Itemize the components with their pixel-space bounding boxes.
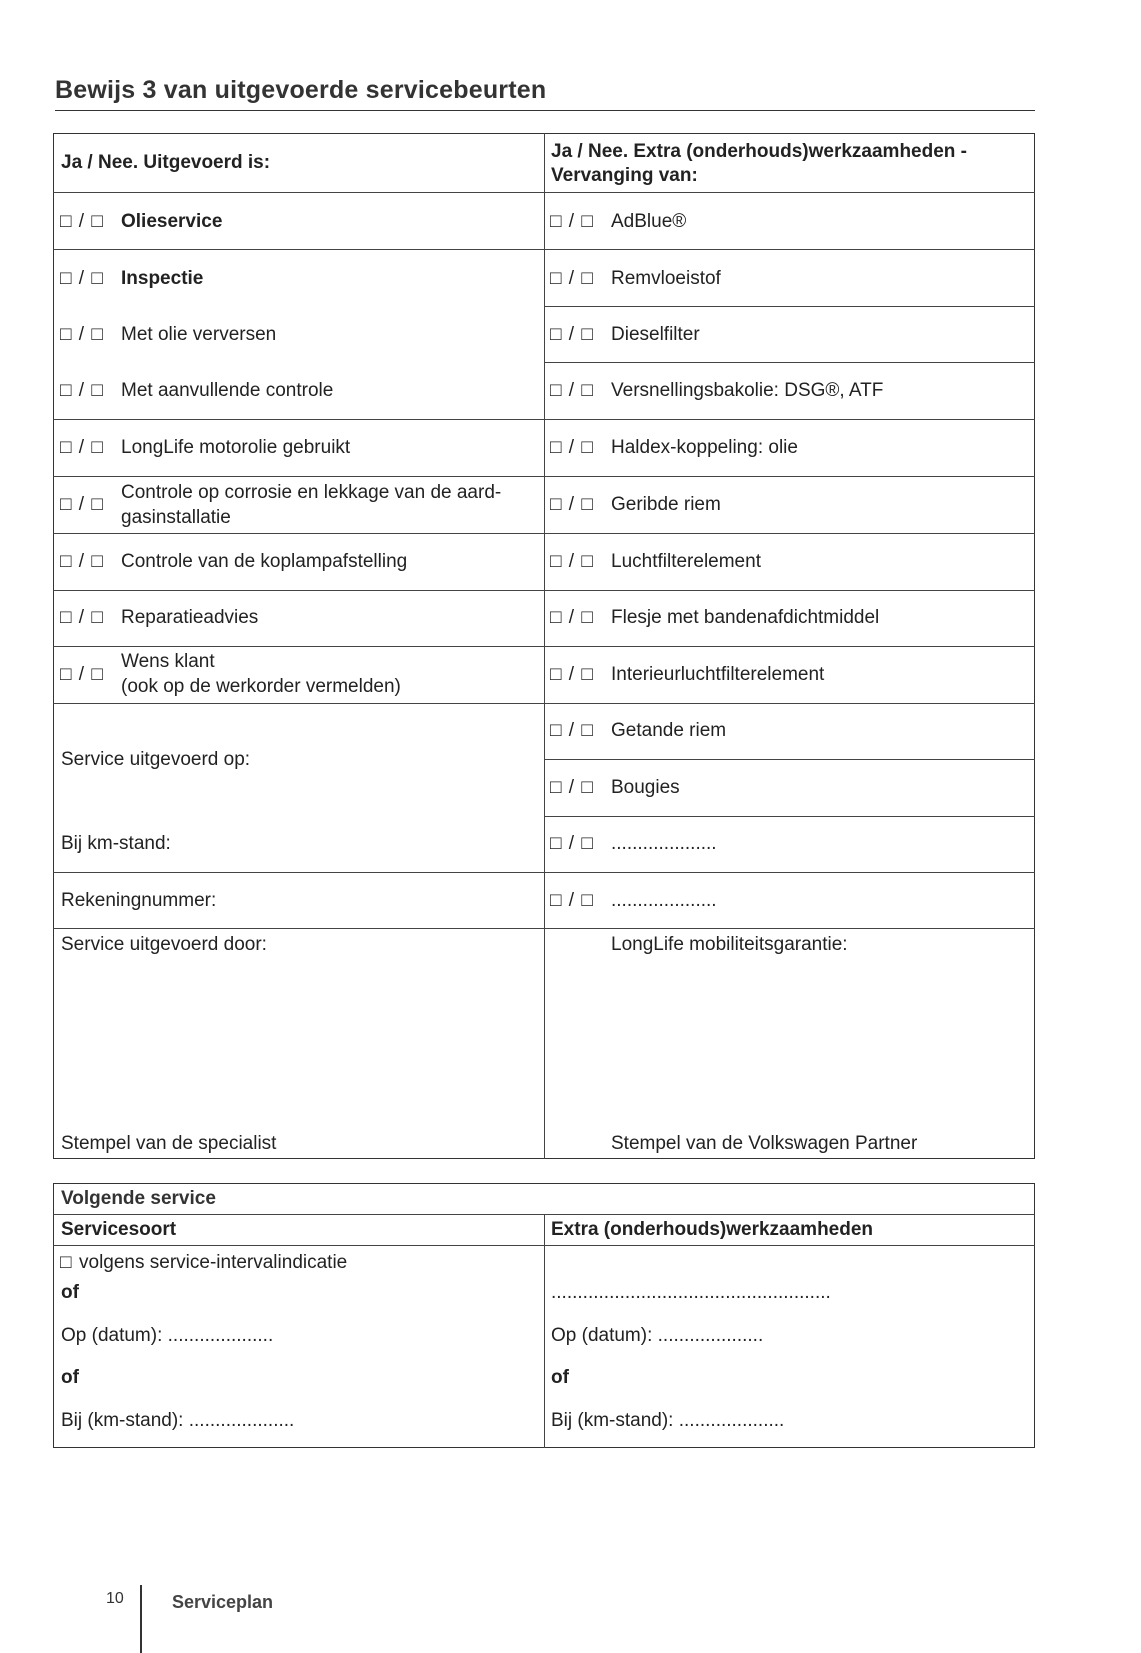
row-divider	[544, 419, 1035, 420]
performed-by-label: Service uitgevoerd door:	[61, 934, 267, 955]
checkbox-pair[interactable]: □ / □	[60, 324, 104, 345]
item-dieselfilter: Dieselfilter	[611, 324, 700, 345]
row-divider	[53, 703, 544, 704]
row-divider	[53, 646, 544, 647]
row-divider	[544, 533, 1035, 534]
row-divider	[53, 590, 544, 591]
row-divider	[53, 476, 544, 477]
account-number-label: Rekeningnummer:	[61, 890, 217, 911]
checkbox-pair[interactable]: □ / □	[550, 551, 594, 572]
row-divider	[544, 646, 1035, 647]
title-rule	[55, 110, 1035, 111]
row-divider	[544, 362, 1035, 363]
row-divider	[544, 872, 1035, 873]
checkbox-pair[interactable]: □ / □	[60, 607, 104, 628]
item-olieservice: Olieservice	[121, 211, 223, 232]
checkbox-pair[interactable]: □ / □	[550, 324, 594, 345]
item-longlife-motorolie: LongLife motorolie gebruikt	[121, 437, 351, 458]
item-aanvullende-controle: Met aanvullende controle	[121, 380, 334, 401]
checkbox-pair[interactable]: □ / □	[60, 211, 104, 232]
row-divider	[544, 928, 1035, 929]
next-service-title: Volgende service	[61, 1188, 216, 1209]
header-performed: Ja / Nee. Uitgevoerd is:	[61, 152, 271, 173]
next-date-field-right[interactable]: Op (datum): ....................	[551, 1325, 764, 1346]
stamp-partner-label: Stempel van de Volkswagen Partner	[611, 1133, 918, 1154]
checkbox-pair[interactable]: □ / □	[550, 890, 594, 911]
header-service-type: Servicesoort	[61, 1219, 177, 1240]
row-divider	[544, 249, 1035, 250]
checkbox-pair[interactable]: □ / □	[550, 380, 594, 401]
km-stand-label: Bij km-stand:	[61, 833, 171, 854]
row-divider	[53, 533, 544, 534]
checkbox-pair[interactable]: □ / □	[60, 437, 104, 458]
item-controle-corrosie-line1: Controle op corrosie en lekkage van de aard-	[121, 482, 502, 503]
header-extra-work: Extra (onderhouds)werkzaamheden	[551, 1219, 874, 1240]
or-label: of	[61, 1367, 79, 1388]
item-wens-klant-line1: Wens klant	[121, 651, 215, 672]
extra-work-field[interactable]: .....................................................	[551, 1282, 831, 1303]
page-number: 10	[106, 1590, 124, 1607]
page-title: Bewijs 3 van uitgevoerde servicebeurten	[55, 76, 547, 104]
item-versnellingsbakolie: Versnellingsbakolie: DSG®, ATF	[611, 380, 884, 401]
interval-indicator-label: volgens service-intervalindicatie	[79, 1252, 348, 1273]
item-wens-klant-line2: (ook op de werkorder vermelden)	[121, 676, 401, 697]
item-bougies: Bougies	[611, 777, 680, 798]
row-divider	[53, 192, 1035, 193]
checkbox-pair[interactable]: □ / □	[550, 268, 594, 289]
checkbox-pair[interactable]: □ / □	[60, 494, 104, 515]
checkbox-pair[interactable]: □ / □	[60, 664, 104, 685]
interval-checkbox[interactable]: □	[60, 1252, 73, 1273]
item-reparatieadvies: Reparatieadvies	[121, 607, 259, 628]
item-getande-riem: Getande riem	[611, 720, 727, 741]
mobility-guarantee-label: LongLife mobiliteitsgarantie:	[611, 934, 848, 955]
or-label: of	[61, 1282, 79, 1303]
next-km-field[interactable]: Bij (km-stand): ....................	[61, 1410, 295, 1431]
row-divider	[544, 816, 1035, 817]
next-date-field[interactable]: Op (datum): ....................	[61, 1325, 274, 1346]
section-label: Serviceplan	[172, 1592, 274, 1612]
row-divider	[53, 249, 544, 250]
checkbox-pair[interactable]: □ / □	[60, 268, 104, 289]
row-divider	[544, 476, 1035, 477]
or-label: of	[551, 1367, 569, 1388]
item-controle-corrosie-line2: gasinstallatie	[121, 507, 231, 528]
checkbox-pair[interactable]: □ / □	[550, 607, 594, 628]
item-luchtfilterelement: Luchtfilterelement	[611, 551, 761, 572]
row-divider	[53, 872, 544, 873]
item-haldex-koppeling: Haldex-koppeling: olie	[611, 437, 798, 458]
checkbox-pair[interactable]: □ / □	[550, 833, 594, 854]
checkbox-pair[interactable]: □ / □	[550, 777, 594, 798]
checkbox-pair[interactable]: □ / □	[550, 211, 594, 232]
row-divider	[53, 928, 544, 929]
stamp-specialist-label: Stempel van de specialist	[61, 1133, 277, 1154]
item-bandenafdichtmiddel: Flesje met bandenafdichtmiddel	[611, 607, 880, 628]
item-inspectie: Inspectie	[121, 268, 204, 289]
row-divider	[544, 306, 1035, 307]
item-blank-1[interactable]: ....................	[611, 833, 717, 854]
checkbox-pair[interactable]: □ / □	[550, 494, 594, 515]
row-divider	[544, 590, 1035, 591]
row-divider	[53, 419, 544, 420]
item-koplampafstelling: Controle van de koplampafstelling	[121, 551, 408, 572]
header-extra-line1: Ja / Nee. Extra (onderhouds)werkzaamheden -	[551, 141, 968, 162]
checkbox-pair[interactable]: □ / □	[550, 437, 594, 458]
column-divider	[544, 1214, 545, 1448]
item-adblue: AdBlue®	[611, 211, 687, 232]
item-geribde-riem: Geribde riem	[611, 494, 721, 515]
item-met-olie-verversen: Met olie verversen	[121, 324, 277, 345]
checkbox-pair[interactable]: □ / □	[550, 720, 594, 741]
checkbox-pair[interactable]: □ / □	[60, 380, 104, 401]
checkbox-pair[interactable]: □ / □	[60, 551, 104, 572]
header-extra-line2: Vervanging van:	[551, 165, 698, 186]
row-divider	[544, 759, 1035, 760]
next-km-field-right[interactable]: Bij (km-stand): ....................	[551, 1410, 785, 1431]
footer-divider	[140, 1585, 142, 1653]
item-interieurluchtfilter: Interieurluchtfilterelement	[611, 664, 825, 685]
item-remvloeistof: Remvloeistof	[611, 268, 721, 289]
checkbox-pair[interactable]: □ / □	[550, 664, 594, 685]
item-blank-2[interactable]: ....................	[611, 890, 717, 911]
row-divider	[544, 703, 1035, 704]
service-date-label: Service uitgevoerd op:	[61, 749, 251, 770]
